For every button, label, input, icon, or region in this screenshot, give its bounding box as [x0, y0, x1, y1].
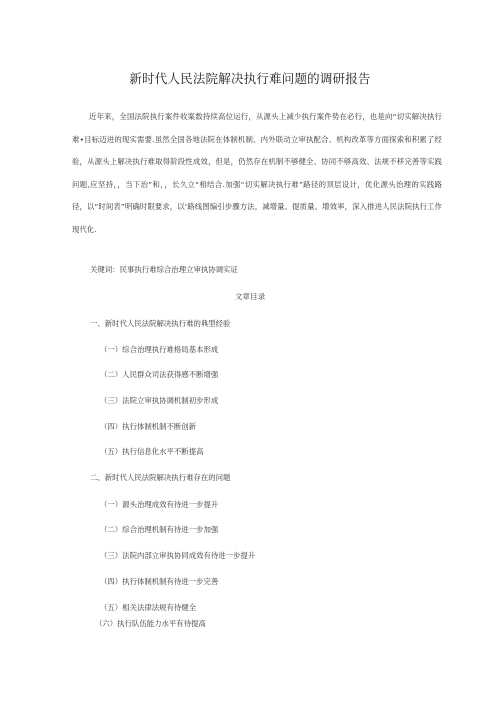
toc-item-1-2: （二）人民群众司法获得感不断增强 [100, 370, 219, 379]
toc-item-1-4: （四）执行体制机制不断创新 [100, 422, 197, 431]
document-title: 新时代人民法院解决执行难问题的调研报告 [129, 71, 371, 86]
toc-item-1-1: （一）综合治理执行难格局基本形成 [100, 345, 219, 354]
toc-item-2-4: （四）执行体制机制有待进一步完善 [100, 577, 219, 586]
toc-section-2: 二、新时代人民法院解决执行难存在的问题 [90, 473, 231, 482]
toc-section-1: 一、新时代人民法院解决执行难的典型经验 [90, 319, 231, 328]
toc-item-2-5: （五）相关法律法规有待健全 [100, 603, 197, 612]
toc-item-1-3: （三）法院立审执协调机制初步形成 [100, 396, 219, 405]
toc-item-2-1: （一）源头治理成效有待进一步提升 [100, 500, 219, 509]
toc-item-2-3: （三）法院内部立审执协同成效有待进一步提升 [100, 551, 256, 560]
abstract-paragraph: 近年来，全国法院执行案件收案数持续高位运行，从源头上减少执行案件势在必行，也是向“切实解决执行难•目标迈进的现实需要.虽然全国各地法院在体制机制、内外联动立审执配合、机构改革等方面探索和积累了经验，从源头上解决执行难取得阶段性成效，但是，仍然存在机制不够健全、协同不够高效、法规不移完善等实践问题,应坚持，，当下治”和，，长久立“相结合.加强“切实解决执行难”路径的顶层设计，优化源头治理的实践路径，以“时间表”明确时限要求，以‘路线图编引步骤方法，减增量、提质量、增效率，深入推进人民法院执行工作现代化. [72, 112, 442, 234]
toc-item-2-6: （六）执行队伍能力水平有待提高 [95, 619, 206, 628]
toc-title: 文章目录 [234, 292, 266, 301]
toc-item-2-2: （二）综合治理机制有待进一步加强 [100, 525, 219, 534]
toc-item-1-5: （五）执行信息化水平不断提高 [100, 447, 204, 456]
keywords-line: 关键词：民事执行难综合治理立审执协调实证 [90, 265, 238, 274]
